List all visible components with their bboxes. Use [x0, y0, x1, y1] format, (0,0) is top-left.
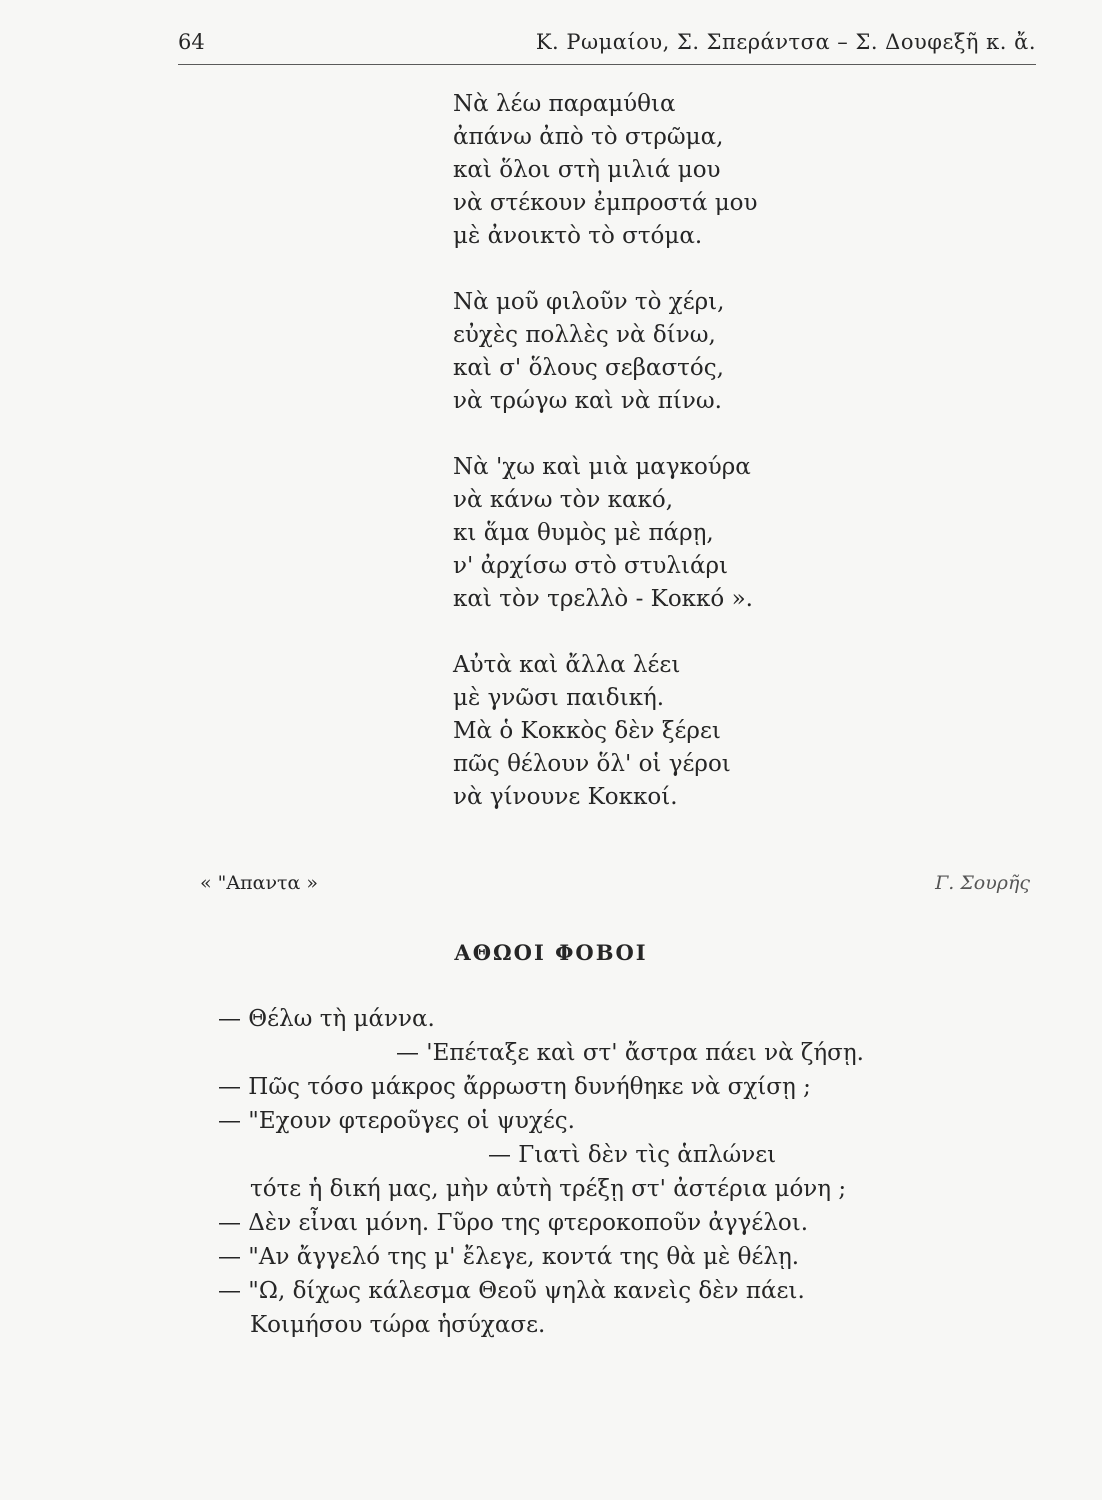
verse-line: κι ἅμα θυμὸς μὲ πάρῃ, — [453, 520, 714, 546]
verse-line: Νὰ 'χω καὶ μιὰ μαγκούρα — [453, 454, 751, 480]
source-citation: « "Απαντα » — [200, 872, 318, 894]
dialogue-line: — Δὲν εἶναι μόνη. Γῦρο της φτεροκοποῦν ἀγγέλοι. — [218, 1210, 809, 1236]
dialogue-line: — Γιατὶ δὲν τὶς ἁπλώνει — [488, 1142, 777, 1168]
running-head-title: Κ. Ρωμαίου, Σ. Σπεράντσα – Σ. Δουφεξῆ κ. ἄ. — [535, 30, 1036, 54]
verse-line: νὰ τρώγω καὶ νὰ πίνω. — [453, 388, 722, 414]
author-name: Γ. Σουρῆς — [935, 872, 1030, 894]
dialogue-line: τότε ἡ δική μας, μὴν αὐτὴ τρέξῃ στ' ἀστέρια μόνη ; — [250, 1176, 847, 1202]
dialogue-line: — "Ω, δίχως κάλεσμα Θεοῦ ψηλὰ κανεὶς δὲν πάει. — [218, 1278, 805, 1304]
dialogue-line: — "Αν ἄγγελό της μ' ἔλεγε, κοντά της θὰ μὲ θέλῃ. — [218, 1244, 800, 1270]
verse-line: καὶ ὅλοι στὴ μιλιά μου — [453, 157, 721, 183]
dialogue-line: — 'Επέταξε καὶ στ' ἄστρα πάει νὰ ζήσῃ. — [396, 1040, 864, 1066]
dialogue-line: Κοιμήσου τώρα ἡσύχασε. — [250, 1312, 546, 1338]
stanza — [453, 88, 757, 253]
verse-line: Νὰ λέω παραμύθια — [453, 91, 676, 117]
dialogue-line: — Πῶς τόσο μάκρος ἄρρωστη δυνήθηκε νὰ σχίσῃ ; — [218, 1074, 811, 1100]
verse-line: νὰ κάνω τὸν κακό, — [453, 487, 674, 513]
verse-line: ν' ἀρχίσω στὸ στυλιάρι — [453, 553, 729, 579]
verse-line: Μὰ ὁ Κοκκὸς δὲν ξέρει — [453, 718, 721, 744]
dialogue-line: — Θέλω τὴ μάννα. — [218, 1006, 435, 1032]
verse-line: νὰ γίνουνε Κοκκοί. — [453, 784, 678, 810]
poem-title: ΑΘΩΟΙ ΦΟΒΟΙ — [454, 940, 648, 965]
running-head — [178, 30, 1036, 62]
stanza — [453, 649, 757, 814]
stanza — [453, 286, 757, 418]
poem-excerpt — [453, 88, 757, 847]
verse-line: πῶς θέλουν ὅλ' οἱ γέροι — [453, 751, 731, 777]
verse-line: νὰ στέκουν ἐμπροστά μου — [453, 190, 758, 216]
header-rule — [178, 64, 1036, 65]
attribution — [200, 872, 1030, 902]
page-number: 64 — [178, 30, 205, 54]
verse-line: Αὐτὰ καὶ ἄλλα λέει — [453, 652, 681, 678]
verse-line: μὲ ἀνοικτὸ τὸ στόμα. — [453, 223, 703, 249]
verse-line: καὶ τὸν τρελλὸ - Κοκκό ». — [453, 586, 753, 612]
verse-line: εὐχὲς πολλὲς νὰ δίνω, — [453, 322, 716, 348]
verse-line: ἀπάνω ἀπὸ τὸ στρῶμα, — [453, 124, 724, 150]
verse-line: Νὰ μοῦ φιλοῦν τὸ χέρι, — [453, 289, 725, 315]
stanza — [453, 451, 757, 616]
verse-line: μὲ γνῶσι παιδική. — [453, 685, 665, 711]
dialogue-poem — [218, 1002, 864, 1342]
verse-line: καὶ σ' ὅλους σεβαστός, — [453, 355, 724, 381]
dialogue-line: — "Εχουν φτεροῦγες οἱ ψυχές. — [218, 1108, 575, 1134]
